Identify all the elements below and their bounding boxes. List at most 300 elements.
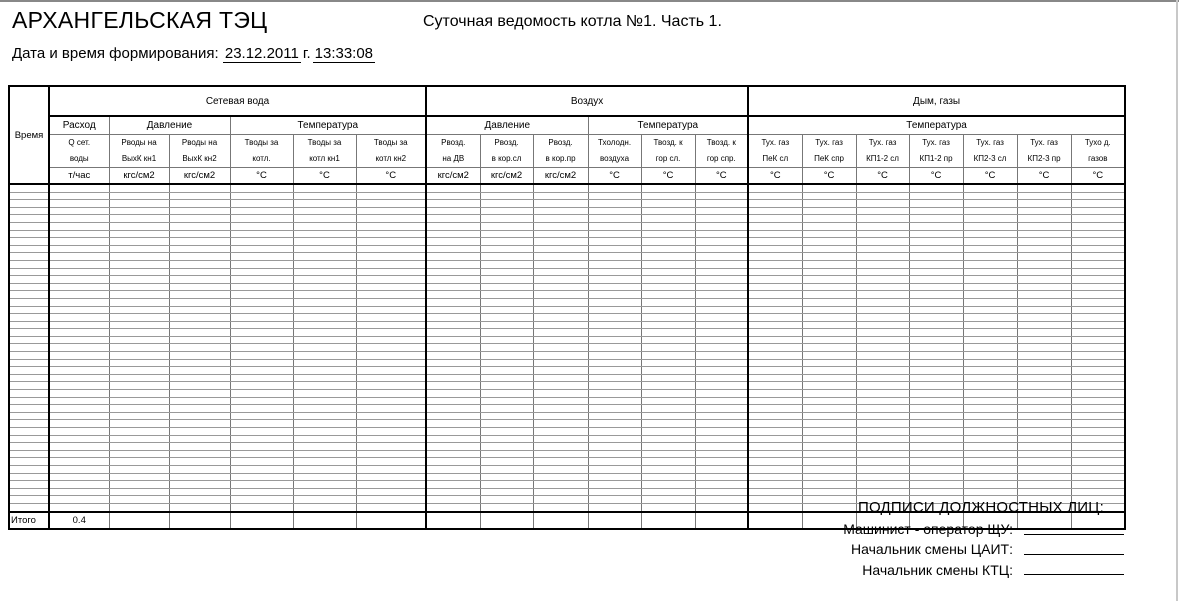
value-cell [533,344,588,352]
value-cell [356,352,426,360]
value-cell [480,420,533,428]
value-cell [588,435,641,443]
value-cell [426,382,480,390]
value-cell [588,503,641,511]
value-cell [963,329,1017,337]
value-cell [909,329,963,337]
value-cell [641,238,695,246]
value-cell [426,298,480,306]
value-cell [963,352,1017,360]
value-cell [533,503,588,511]
column-header-line1: Твозд. к [653,138,683,147]
value-cell [1071,192,1125,200]
value-cell [1071,458,1125,466]
value-cell [856,230,909,238]
value-cell [802,238,856,246]
value-cell [909,291,963,299]
total-cell-2 [109,512,169,529]
value-cell [230,503,293,511]
value-cell [1071,298,1125,306]
time-cell [9,488,49,496]
value-cell [802,503,856,511]
page-top-border [0,0,1179,2]
value-cell [748,473,802,481]
value-cell [748,215,802,223]
value-cell [641,367,695,375]
value-cell [963,488,1017,496]
value-cell [748,465,802,473]
value-cell [641,230,695,238]
value-cell [356,435,426,443]
value-cell [588,314,641,322]
value-cell [588,306,641,314]
value-cell [748,359,802,367]
value-cell [49,367,109,375]
value-cell [588,298,641,306]
value-cell [641,314,695,322]
column-unit-16: °С [909,168,963,185]
totals-label: Итого [9,512,49,529]
value-cell [230,352,293,360]
value-cell [480,428,533,436]
value-cell [963,298,1017,306]
column-header-line1: Q сет. [68,138,91,147]
value-cell [356,314,426,322]
value-cell [426,503,480,511]
value-cell [748,268,802,276]
time-column-header: Время [9,86,49,184]
value-cell [856,336,909,344]
value-cell [533,397,588,405]
value-cell [426,192,480,200]
column-header-14 [802,135,856,168]
value-cell [356,329,426,337]
value-cell [856,405,909,413]
value-cell [856,412,909,420]
value-cell [1071,314,1125,322]
value-cell [356,283,426,291]
value-cell [293,473,356,481]
value-cell [588,321,641,329]
value-cell [641,405,695,413]
value-cell [426,230,480,238]
value-cell [533,488,588,496]
data-row [9,359,1125,367]
value-cell [748,238,802,246]
value-cell [1017,200,1071,208]
value-cell [230,329,293,337]
value-cell [1071,245,1125,253]
column-header-line1: Твозд. к [706,138,736,147]
value-cell [533,230,588,238]
column-header-5 [293,135,356,168]
value-cell [856,473,909,481]
value-cell [963,481,1017,489]
value-cell [748,306,802,314]
value-cell [533,200,588,208]
value-cell [230,473,293,481]
value-cell [293,435,356,443]
column-header-16 [909,135,963,168]
value-cell [641,352,695,360]
time-cell [9,329,49,337]
value-cell [641,481,695,489]
value-cell [963,253,1017,261]
value-cell [963,336,1017,344]
column-unit-7: кгс/см2 [426,168,480,185]
value-cell [109,268,169,276]
value-cell [856,420,909,428]
value-cell [909,382,963,390]
time-cell [9,268,49,276]
value-cell [293,329,356,337]
header-groups-row [9,86,1125,116]
value-cell [533,405,588,413]
value-cell [963,473,1017,481]
time-cell [9,238,49,246]
value-cell [963,200,1017,208]
value-cell [533,314,588,322]
value-cell [49,473,109,481]
value-cell [426,238,480,246]
value-cell [963,238,1017,246]
value-cell [1071,253,1125,261]
value-cell [588,207,641,215]
data-row [9,420,1125,428]
time-cell [9,283,49,291]
data-row [9,260,1125,268]
value-cell [169,428,230,436]
value-cell [588,184,641,192]
value-cell [533,420,588,428]
value-cell [533,276,588,284]
value-cell [169,200,230,208]
value-cell [356,382,426,390]
value-cell [533,291,588,299]
value-cell [695,481,748,489]
value-cell [49,207,109,215]
value-cell [856,488,909,496]
value-cell [695,184,748,192]
value-cell [230,397,293,405]
value-cell [356,253,426,261]
column-unit-2: кгс/см2 [109,168,169,185]
value-cell [748,184,802,192]
value-cell [230,260,293,268]
value-cell [1017,230,1071,238]
column-header-line2: ВыхК кн1 [121,154,157,163]
value-cell [169,268,230,276]
value-cell [802,329,856,337]
value-cell [909,238,963,246]
column-header-line2: ПеК спр [814,154,844,163]
value-cell [293,412,356,420]
value-cell [480,435,533,443]
value-cell [230,450,293,458]
value-cell [109,253,169,261]
value-cell [909,245,963,253]
column-header-line2: на ДВ [442,154,465,163]
value-cell [426,458,480,466]
value-cell [480,260,533,268]
total-cell-4 [230,512,293,529]
value-cell [802,314,856,322]
value-cell [49,336,109,344]
value-cell [109,276,169,284]
value-cell [109,238,169,246]
value-cell [293,420,356,428]
value-cell [533,192,588,200]
value-cell [169,503,230,511]
value-cell [909,276,963,284]
column-header-10 [588,135,641,168]
value-cell [49,428,109,436]
value-cell [356,450,426,458]
value-cell [480,215,533,223]
column-header-line2: КП2-3 сл [973,154,1007,163]
value-cell [533,428,588,436]
value-cell [1071,428,1125,436]
value-cell [909,215,963,223]
value-cell [533,458,588,466]
value-cell [1017,291,1071,299]
value-cell [909,253,963,261]
data-row [9,200,1125,208]
value-cell [169,420,230,428]
value-cell [856,298,909,306]
value-cell [1071,306,1125,314]
value-cell [1017,184,1071,192]
value-cell [169,314,230,322]
value-cell [588,344,641,352]
value-cell [963,374,1017,382]
value-cell [802,374,856,382]
value-cell [49,238,109,246]
value-cell [748,314,802,322]
value-cell [356,207,426,215]
value-cell [230,200,293,208]
value-cell [588,260,641,268]
value-cell [480,222,533,230]
column-header-line2: в кор.пр [545,154,576,163]
value-cell [169,291,230,299]
total-cell-5 [293,512,356,529]
value-cell [588,488,641,496]
value-cell [356,291,426,299]
value-cell [230,336,293,344]
column-header-line1: Тух. газ [976,138,1004,147]
value-cell [109,329,169,337]
value-cell [909,321,963,329]
value-cell [1017,336,1071,344]
value-cell [169,443,230,451]
value-cell [856,428,909,436]
value-cell [533,450,588,458]
data-row [9,481,1125,489]
value-cell [856,458,909,466]
value-cell [641,298,695,306]
value-cell [49,405,109,413]
value-cell [533,473,588,481]
value-cell [356,344,426,352]
value-cell [109,344,169,352]
value-cell [641,306,695,314]
value-cell [695,382,748,390]
value-cell [49,321,109,329]
value-cell [641,458,695,466]
value-cell [49,435,109,443]
value-cell [356,359,426,367]
value-cell [695,260,748,268]
value-cell [293,397,356,405]
value-cell [169,367,230,375]
data-row [9,207,1125,215]
value-cell [1017,390,1071,398]
value-cell [1017,420,1071,428]
value-cell [230,465,293,473]
value-cell [695,397,748,405]
column-header-line1: Тводы за [244,138,279,147]
value-cell [802,184,856,192]
value-cell [856,253,909,261]
value-cell [426,306,480,314]
value-cell [356,481,426,489]
value-cell [641,344,695,352]
value-cell [230,238,293,246]
column-header-line2: КП2-3 пр [1027,154,1061,163]
value-cell [1017,260,1071,268]
value-cell [109,200,169,208]
time-cell [9,352,49,360]
total-cell-13 [748,512,802,529]
value-cell [533,268,588,276]
value-cell [1017,428,1071,436]
value-cell [293,268,356,276]
data-row [9,238,1125,246]
value-cell [1071,344,1125,352]
time-cell [9,222,49,230]
value-cell [748,283,802,291]
value-cell [480,329,533,337]
value-cell [1071,276,1125,284]
value-cell [49,397,109,405]
value-cell [109,481,169,489]
time-cell [9,260,49,268]
column-header-line2: воды [69,154,89,163]
value-cell [230,321,293,329]
value-cell [748,390,802,398]
value-cell [109,465,169,473]
value-cell [480,298,533,306]
value-cell [802,222,856,230]
value-cell [1017,465,1071,473]
data-row [9,465,1125,473]
value-cell [588,382,641,390]
value-cell [1017,488,1071,496]
value-cell [480,359,533,367]
value-cell [1071,374,1125,382]
value-cell [293,192,356,200]
value-cell [533,374,588,382]
value-cell [909,298,963,306]
value-cell [49,291,109,299]
value-cell [588,374,641,382]
value-cell [426,397,480,405]
value-cell [169,458,230,466]
value-cell [856,306,909,314]
time-cell [9,435,49,443]
value-cell [588,359,641,367]
value-cell [856,344,909,352]
value-cell [109,405,169,413]
value-cell [909,488,963,496]
value-cell [356,276,426,284]
value-cell [1071,397,1125,405]
value-cell [909,200,963,208]
value-cell [963,207,1017,215]
value-cell [426,420,480,428]
column-unit-1: т/час [49,168,109,185]
value-cell [169,245,230,253]
column-header-line1: Тух. газ [761,138,790,147]
value-cell [49,222,109,230]
value-cell [856,465,909,473]
data-row [9,390,1125,398]
subgroup-air-temperature: Температура [588,116,748,135]
value-cell [856,390,909,398]
value-cell [169,215,230,223]
value-cell [169,306,230,314]
time-cell [9,481,49,489]
column-unit-15: °С [856,168,909,185]
value-cell [695,238,748,246]
column-header-3 [169,135,230,168]
value-cell [480,450,533,458]
value-cell [748,435,802,443]
column-header-8 [480,135,533,168]
value-cell [695,374,748,382]
value-cell [1017,443,1071,451]
value-cell [963,268,1017,276]
column-header-line2: котл кн1 [309,154,340,163]
value-cell [963,405,1017,413]
value-cell [169,435,230,443]
value-cell [533,352,588,360]
value-cell [748,344,802,352]
value-cell [49,390,109,398]
value-cell [480,192,533,200]
value-cell [963,359,1017,367]
value-cell [293,344,356,352]
value-cell [169,260,230,268]
value-cell [169,488,230,496]
value-cell [356,192,426,200]
value-cell [293,390,356,398]
column-header-line1: Рвозд. [494,138,519,147]
value-cell [856,367,909,375]
value-cell [533,336,588,344]
value-cell [1071,291,1125,299]
value-cell [480,306,533,314]
time-cell [9,465,49,473]
time-cell [9,390,49,398]
value-cell [426,276,480,284]
value-cell [1017,458,1071,466]
value-cell [963,465,1017,473]
value-cell [695,207,748,215]
value-cell [426,450,480,458]
time-cell [9,291,49,299]
